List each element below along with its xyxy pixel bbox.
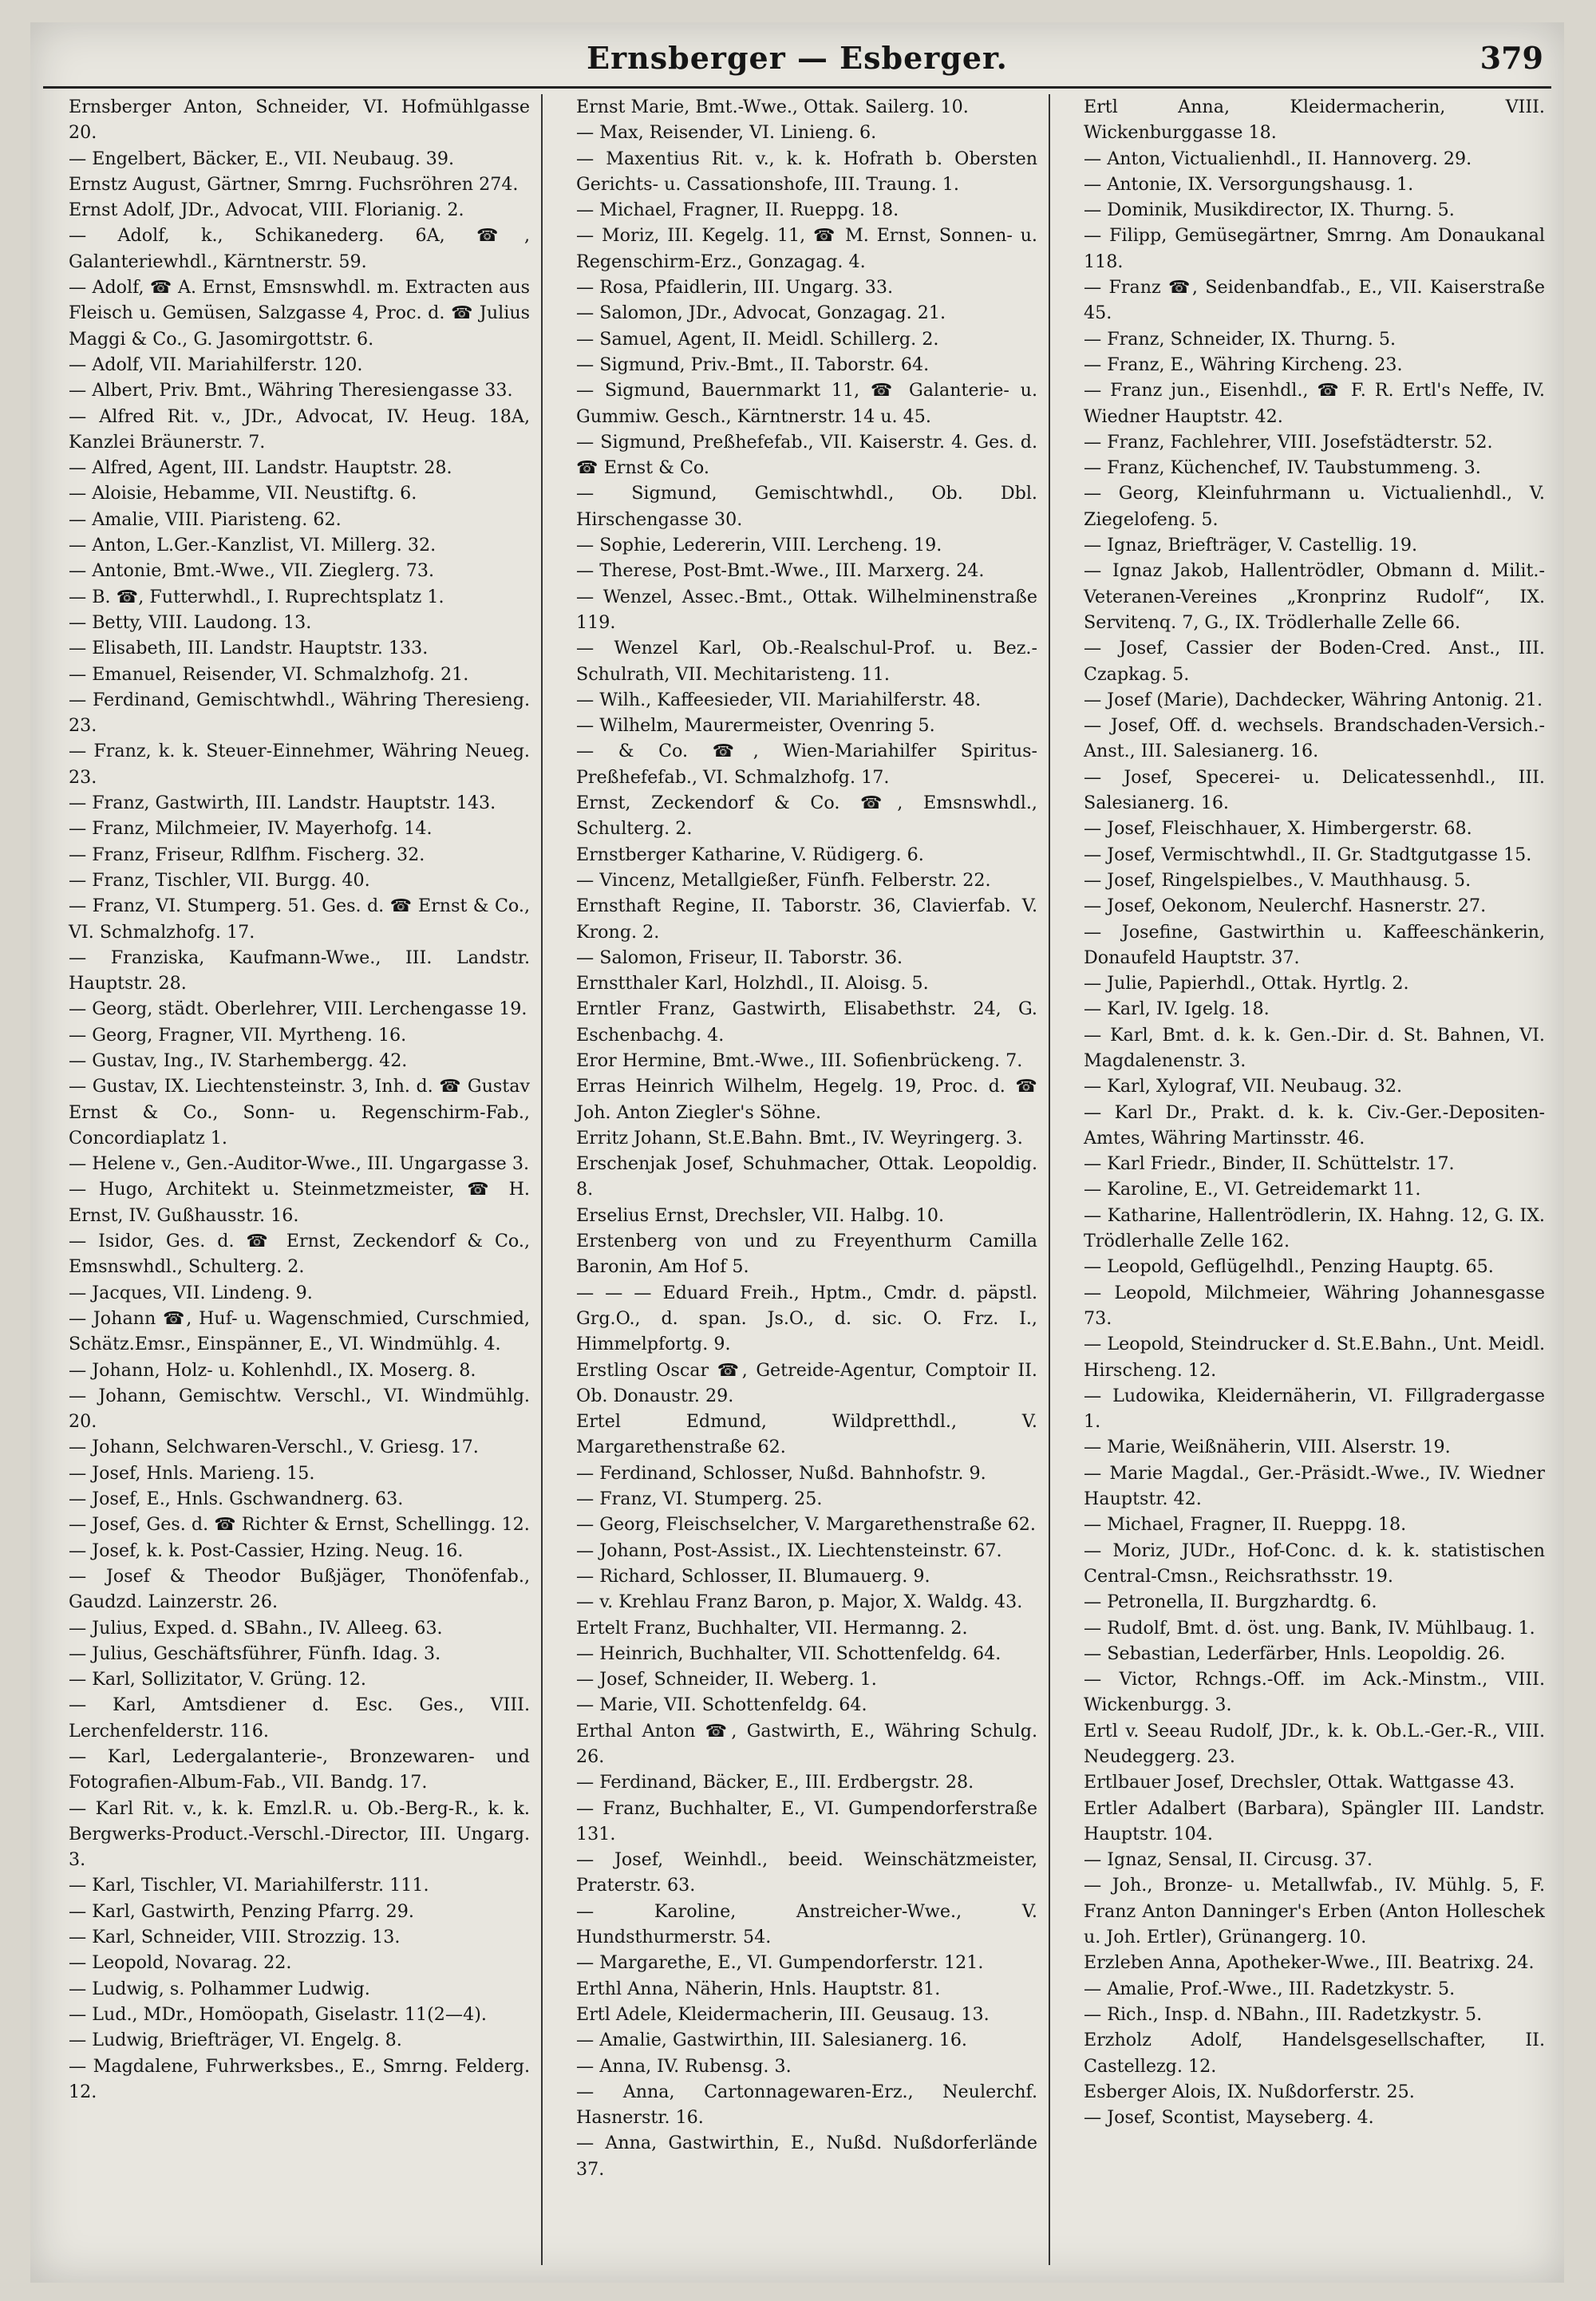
directory-entry: — Katharine, Hallentrödlerin, IX. Hahng. 12, G. IX. Trödlerhalle Zelle 162. — [1084, 1204, 1545, 1252]
directory-entry: — Franz, Buchhalter, E., VI. Gumpendorferstraße 131. — [576, 1797, 1037, 1844]
directory-entry: — Anton, Victualienhdl., II. Hannoverg. 29. — [1084, 148, 1472, 169]
directory-entry: — Amalie, Prof.-Wwe., III. Radetzkystr. 5. — [1084, 1978, 1456, 1999]
directory-entry: — Leopold, Novarag. 22. — [69, 1952, 292, 1974]
directory-entry: — Josef, Off. d. wechsels. Brandschaden-Versich.-Anst., III. Salesianerg. 16. — [1084, 715, 1545, 762]
directory-entry: — Franz, E., Währing Kircheng. 23. — [1084, 354, 1403, 375]
directory-entry: — Joh., Bronze- u. Metallwfab., IV. Mühlg. 5, F. Franz Anton Danninger's Erben (Anton Holleschek u. Joh. Ertler), Grünangerg. 10. — [1084, 1875, 1545, 1948]
directory-entry: — Josef, Hnls. Marieng. 15. — [69, 1462, 315, 1484]
column-3 — [1061, 94, 1545, 2271]
directory-entry: — Sigmund, Priv.-Bmt., II. Taborstr. 64. — [576, 354, 930, 375]
directory-entry: — Karoline, Anstreicher-Wwe., V. Hundsthurmerstr. 54. — [576, 1900, 1037, 1948]
directory-entry: — Franz, VI. Stumperg. 25. — [576, 1489, 823, 1510]
directory-entry: Erntler Franz, Gastwirth, Elisabethstr. 24, G. Eschenbachg. 4. — [576, 998, 1037, 1046]
header-rule — [43, 86, 1551, 89]
directory-entry: — Ludwig, s. Polhammer Ludwig. — [69, 1978, 370, 1999]
directory-entry: — Heinrich, Buchhalter, VII. Schottenfeldg. 64. — [576, 1643, 1001, 1664]
directory-entry: — Gustav, IX. Liechtensteinstr. 3, Inh. d. ☎ Gustav Ernst & Co., Sonn- u. Regenschirm-Fab., Concordiaplatz 1. — [69, 1076, 530, 1149]
directory-entry: Esberger Alois, IX. Nußdorferstr. 25. — [1084, 2081, 1415, 2102]
directory-entry: — Franz, VI. Stumperg. 51. Ges. d. ☎ Ernst & Co., VI. Schmalzhofg. 17. — [69, 895, 530, 943]
directory-entry: — Michael, Fragner, II. Rueppg. 18. — [1084, 1514, 1407, 1536]
directory-entry: — Helene v., Gen.-Auditor-Wwe., III. Ungargasse 3. — [69, 1153, 530, 1175]
directory-entry: Erstenberg von und zu Freyenthurm Camilla Baronin, Am Hof 5. — [576, 1231, 1037, 1278]
directory-entry: — Franz, Küchenchef, IV. Taubstummeng. 3. — [1084, 457, 1481, 479]
directory-entry: — Margarethe, E., VI. Gumpendorferstr. 121. — [576, 1952, 984, 1974]
directory-entry: — Albert, Priv. Bmt., Währing Theresiengasse 33. — [69, 380, 513, 401]
directory-entry: — Filipp, Gemüsegärtner, Smrng. Am Donaukanal 118. — [1084, 225, 1545, 272]
directory-entry: — Dominik, Musikdirector, IX. Thurng. 5. — [1084, 200, 1455, 221]
directory-entry: — Elisabeth, III. Landstr. Hauptstr. 133. — [69, 638, 429, 659]
directory-entry: Ertl Anna, Kleidermacherin, VIII. Wickenburggasse 18. — [1084, 97, 1545, 144]
directory-entry: — Karl, Schneider, VIII. Strozzig. 13. — [69, 1927, 401, 1948]
directory-entry: — Rosa, Pfaidlerin, III. Ungarg. 33. — [576, 277, 894, 298]
directory-entry: — Ferdinand, Schlosser, Nußd. Bahnhofstr. 9. — [576, 1462, 986, 1484]
directory-entry: Ertelt Franz, Buchhalter, VII. Hermanng. 2. — [576, 1617, 968, 1639]
directory-entry: Ernsthaft Regine, II. Taborstr. 36, Clavierfab. V. Krong. 2. — [576, 895, 1037, 943]
directory-entry: — Marie, Weißnäherin, VIII. Alserstr. 19. — [1084, 1437, 1451, 1458]
directory-entry: — Wilhelm, Maurermeister, Ovenring 5. — [576, 715, 935, 737]
directory-entry: — Max, Reisender, VI. Linieng. 6. — [576, 122, 877, 144]
directory-entry: — Moriz, JUDr., Hof-Conc. d. k. k. statistischen Central-Cmsn., Reichsrathsstr. 19. — [1084, 1540, 1545, 1587]
column-1 — [46, 94, 530, 2271]
directory-entry: — Josef, Vermischtwhdl., II. Gr. Stadtgutgasse 15. — [1084, 844, 1532, 865]
directory-entry: — Sigmund, Preßhefefab., VII. Kaiserstr. 4. Ges. d. ☎ Ernst & Co. — [576, 431, 1037, 479]
directory-entry: Ernsberger Anton, Schneider, VI. Hofmühlgasse 20. — [69, 97, 530, 144]
directory-entry: — Sigmund, Bauernmarkt 11, ☎ Galanterie- u. Gummiw. Gesch., Kärntnerstr. 14 u. 45. — [576, 380, 1037, 427]
directory-entry: — Jacques, VII. Lindeng. 9. — [69, 1282, 313, 1303]
directory-entry: Ertler Adalbert (Barbara), Spängler III. Landstr. Hauptstr. 104. — [1084, 1797, 1545, 1844]
directory-entry: — Gustav, Ing., IV. Starhembergg. 42. — [69, 1050, 408, 1071]
directory-entry: — Wilh., Kaffeesieder, VII. Mariahilferstr. 48. — [576, 689, 982, 710]
directory-entry: — Hugo, Architekt u. Steinmetzmeister, ☎ H. Ernst, IV. Gußhausstr. 16. — [69, 1179, 530, 1226]
directory-entry: — Anna, Cartonnagewaren-Erz., Neulerchf. Hasnerstr. 16. — [576, 2081, 1037, 2129]
directory-entry: Erzholz Adolf, Handelsgesellschafter, II. Castellezg. 12. — [1084, 2030, 1545, 2077]
directory-entry: — Leopold, Steindrucker d. St.E.Bahn., Unt. Meidl. Hirscheng. 12. — [1084, 1334, 1545, 1381]
directory-entry: — Karl, Bmt. d. k. k. Gen.-Dir. d. St. Bahnen, VI. Magdalenenstr. 3. — [1084, 1024, 1545, 1071]
directory-entry: — Salomon, Friseur, II. Taborstr. 36. — [576, 947, 903, 968]
directory-entry: — & Co. ☎, Wien-Mariahilfer Spiritus-Preßhefefab., VI. Schmalzhofg. 17. — [576, 741, 1037, 788]
directory-entry: Erselius Ernst, Drechsler, VII. Halbg. 10. — [576, 1204, 944, 1226]
directory-entry: — Therese, Post-Bmt.-Wwe., III. Marxerg. 24. — [576, 560, 985, 582]
directory-entry: — Ignaz Jakob, Hallentrödler, Obmann d. Milit.-Veteranen-Vereines „Kronprinz Rudolf“, IX. Servitenq. 7, G., IX. Trödlerhalle Zelle 66. — [1084, 560, 1545, 633]
directory-entry: — Vincenz, Metallgießer, Fünfh. Felberstr. 22. — [576, 869, 991, 891]
directory-entry: — Johann, Gemischtw. Verschl., VI. Windmühlg. 20. — [69, 1385, 530, 1433]
directory-entry: — Josef, Schneider, II. Weberg. 1. — [576, 1669, 877, 1690]
directory-entry: — Josefine, Gastwirthin u. Kaffeeschänkerin, Donaufeld Hauptstr. 37. — [1084, 921, 1545, 968]
directory-entry: — Franz ☎, Seidenbandfab., E., VII. Kaiserstraße 45. — [1084, 277, 1545, 324]
directory-entry: — Karl, IV. Igelg. 18. — [1084, 998, 1270, 1020]
directory-entry: — Josef, Ringelspielbes., V. Mauthhausg. 5. — [1084, 869, 1472, 891]
directory-entry: Ernstz August, Gärtner, Smrng. Fuchsröhren 274. — [69, 173, 519, 195]
directory-entry: — — — Eduard Freih., Hptm., Cmdr. d. päpstl. Grg.O., d. span. Js.O., d. sic. O. Frz. I., Himmelpfortg. 9. — [576, 1282, 1037, 1355]
directory-entry: — Franz, Tischler, VII. Burgg. 40. — [69, 869, 370, 891]
directory-entry: — Julius, Geschäftsführer, Fünfh. Idag. 3. — [69, 1643, 441, 1664]
directory-entry: — Franz, Fachlehrer, VIII. Josefstädterstr. 52. — [1084, 431, 1493, 453]
page-header — [30, 34, 1564, 89]
directory-entry: Ertel Edmund, Wildpretthdl., V. Margarethenstraße 62. — [576, 1411, 1037, 1458]
directory-entry: — B. ☎, Futterwhdl., I. Ruprechtsplatz 1. — [69, 586, 444, 607]
directory-entry: — Petronella, II. Burgzhardtg. 6. — [1084, 1591, 1377, 1613]
directory-entry: — Julius, Exped. d. SBahn., IV. Alleeg. 63. — [69, 1617, 443, 1639]
directory-entry: — Moriz, III. Kegelg. 11, ☎ M. Ernst, Sonnen- u. Regenschirm-Erz., Gonzagag. 4. — [576, 225, 1037, 272]
directory-entry: — Karl, Tischler, VI. Mariahilferstr. 111. — [69, 1875, 429, 1896]
directory-entry: — Karl, Ledergalanterie-, Bronzewaren- und Fotografien-Album-Fab., VII. Bandg. 17. — [69, 1746, 530, 1793]
directory-entry: — Leopold, Milchmeier, Währing Johannesgasse 73. — [1084, 1282, 1545, 1329]
directory-entry: — Franz, Gastwirth, III. Landstr. Hauptstr. 143. — [69, 793, 496, 814]
directory-entry: — Franz jun., Eisenhdl., ☎ F. R. Ertl's Neffe, IV. Wiedner Hauptstr. 42. — [1084, 380, 1545, 427]
directory-entry: — Maxentius Rit. v., k. k. Hofrath b. Obersten Gerichts- u. Cassationshofe, III. Traung. 1. — [576, 148, 1037, 195]
directory-entry: — Sigmund, Gemischtwhdl., Ob. Dbl. Hirschengasse 30. — [576, 483, 1037, 530]
directory-entry: — Anton, L.Ger.-Kanzlist, VI. Millerg. 32. — [69, 535, 437, 556]
directory-entry: — Alfred, Agent, III. Landstr. Hauptstr. 28. — [69, 457, 452, 479]
directory-entry: — Franz, Schneider, IX. Thurng. 5. — [1084, 328, 1396, 350]
directory-entry: — Karl, Gastwirth, Penzing Pfarrg. 29. — [69, 1900, 414, 1922]
directory-entry: Erzleben Anna, Apotheker-Wwe., III. Beatrixg. 24. — [1084, 1952, 1535, 1974]
directory-entry: — Adolf, ☎ A. Ernst, Emsnswhdl. m. Extracten aus Fleisch u. Gemüsen, Salzgasse 4, Proc. d. ☎ Julius Maggi & Co., G. Jasomirgottstr. 6. — [69, 277, 530, 350]
directory-entry: — Adolf, VII. Mariahilferstr. 120. — [69, 354, 363, 375]
directory-entry: Erras Heinrich Wilhelm, Hegelg. 19, Proc. d. ☎ Joh. Anton Ziegler's Söhne. — [576, 1076, 1037, 1123]
directory-entry: — Marie Magdal., Ger.-Präsidt.-Wwe., IV. Wiedner Hauptstr. 42. — [1084, 1462, 1545, 1510]
directory-entry: — Antonie, Bmt.-Wwe., VII. Zieglerg. 73. — [69, 560, 435, 582]
directory-entry: Ernst, Zeckendorf & Co. ☎, Emsnswhdl., Schulterg. 2. — [576, 793, 1037, 840]
running-head: Ernsberger — Esberger. — [587, 40, 1008, 76]
directory-entry: — Wenzel Karl, Ob.-Realschul-Prof. u. Bez.-Schulrath, VII. Mechitaristeng. 11. — [576, 638, 1037, 685]
directory-entry: — Georg, Fragner, VII. Myrtheng. 16. — [69, 1024, 407, 1046]
directory-entry: — Josef, Scontist, Mayseberg. 4. — [1084, 2107, 1374, 2129]
directory-entry: — Alfred Rit. v., JDr., Advocat, IV. Heug. 18A, Kanzlei Bräunerstr. 7. — [69, 405, 530, 453]
directory-entry: Ertl Adele, Kleidermacherin, III. Geusaug. 13. — [576, 2003, 990, 2025]
directory-entry: — Ludowika, Kleidernäherin, VI. Fillgradergasse 1. — [1084, 1385, 1545, 1433]
directory-entry: — Victor, Rchngs.-Off. im Ack.-Minstm., VIII. Wickenburgg. 3. — [1084, 1669, 1545, 1716]
column-divider — [1049, 94, 1050, 2265]
directory-entry: — Karl Rit. v., k. k. Emzl.R. u. Ob.-Berg-R., k. k. Bergwerks-Product.-Verschl.-Director, III. Ungarg. 3. — [69, 1797, 530, 1871]
directory-page — [30, 22, 1564, 2283]
directory-entry: — Karl, Amtsdiener d. Esc. Ges., VIII. Lerchenfelderstr. 116. — [69, 1694, 530, 1742]
directory-entry: — Georg, städt. Oberlehrer, VIII. Lerchengasse 19. — [69, 998, 527, 1020]
directory-entry: — Leopold, Geflügelhdl., Penzing Hauptg. 65. — [1084, 1256, 1494, 1278]
directory-entry: — Johann, Holz- u. Kohlenhdl., IX. Moserg. 8. — [69, 1359, 476, 1381]
page-number: 379 — [1479, 40, 1543, 76]
directory-entry: Erthal Anton ☎, Gastwirth, E., Währing Schulg. 26. — [576, 1720, 1037, 1767]
directory-entry: Ernstthaler Karl, Holzhdl., II. Aloisg. 5. — [576, 973, 929, 994]
directory-entry: — Josef (Marie), Dachdecker, Währing Antonig. 21. — [1084, 689, 1543, 710]
directory-entry: — Julie, Papierhdl., Ottak. Hyrtlg. 2. — [1084, 973, 1409, 994]
directory-entry: — Johann, Selchwaren-Verschl., V. Griesg. 17. — [69, 1437, 479, 1458]
directory-entry: — v. Krehlau Franz Baron, p. Major, X. Waldg. 43. — [576, 1591, 1023, 1613]
directory-entry: — Amalie, Gastwirthin, III. Salesianerg. 16. — [576, 2030, 967, 2051]
directory-entry: Eror Hermine, Bmt.-Wwe., III. Sofienbrückeng. 7. — [576, 1050, 1023, 1071]
column-divider — [541, 94, 543, 2265]
directory-entry: — Karl, Sollizitator, V. Grüng. 12. — [69, 1669, 366, 1690]
directory-entry: — Anna, Gastwirthin, E., Nußd. Nußdorferlände 37. — [576, 2133, 1037, 2180]
directory-entry: — Aloisie, Hebamme, VII. Neustiftg. 6. — [69, 483, 417, 504]
directory-entry: — Samuel, Agent, II. Meidl. Schillerg. 2. — [576, 328, 939, 350]
directory-entry: — Rudolf, Bmt. d. öst. ung. Bank, IV. Mühlbaug. 1. — [1084, 1617, 1535, 1639]
directory-entry: — Josef, Weinhdl., beeid. Weinschätzmeister, Praterstr. 63. — [576, 1849, 1037, 1896]
directory-entry: — Franz, Friseur, Rdlfhm. Fischerg. 32. — [69, 844, 425, 865]
directory-entry: — Antonie, IX. Versorgungshausg. 1. — [1084, 173, 1414, 195]
directory-entry: — Magdalene, Fuhrwerksbes., E., Smrng. Felderg. 12. — [69, 2055, 530, 2102]
directory-entry: — Isidor, Ges. d. ☎ Ernst, Zeckendorf & Co., Emsnswhdl., Schulterg. 2. — [69, 1231, 530, 1278]
directory-entry: — Lud., MDr., Homöopath, Giselastr. 11(2—4). — [69, 2003, 487, 2025]
directory-entry: — Emanuel, Reisender, VI. Schmalzhofg. 21. — [69, 663, 469, 685]
directory-entry: — Karl Friedr., Binder, II. Schüttelstr. 17. — [1084, 1153, 1455, 1175]
directory-entry: Erstling Oscar ☎, Getreide-Agentur, Comptoir II. Ob. Donaustr. 29. — [576, 1359, 1037, 1406]
directory-entry: — Ferdinand, Bäcker, E., III. Erdbergstr. 28. — [576, 1772, 974, 1793]
directory-entry: Ernstberger Katharine, V. Rüdigerg. 6. — [576, 844, 924, 865]
directory-entry: — Amalie, VIII. Piaristeng. 62. — [69, 508, 342, 530]
directory-entry: — Anna, IV. Rubensg. 3. — [576, 2055, 792, 2077]
directory-entry: Ertlbauer Josef, Drechsler, Ottak. Wattgasse 43. — [1084, 1772, 1515, 1793]
directory-entry: — Josef & Theodor Bußjäger, Thonöfenfab., Gaudzd. Lainzerstr. 26. — [69, 1565, 530, 1613]
directory-entry: — Betty, VIII. Laudong. 13. — [69, 611, 312, 633]
directory-entry: — Josef, E., Hnls. Gschwandnerg. 63. — [69, 1489, 404, 1510]
directory-entry: — Johann ☎, Huf- u. Wagenschmied, Curschmied, Schätz.Emsr., Einspänner, E., VI. Windmühlg. 4. — [69, 1307, 530, 1355]
directory-entry: — Josef, Ges. d. ☎ Richter & Ernst, Schellingg. 12. — [69, 1514, 530, 1536]
directory-entry: — Adolf, k., Schikanederg. 6A, ☎, Galanteriewhdl., Kärntnerstr. 59. — [69, 225, 530, 272]
directory-entry: — Sophie, Ledererin, VIII. Lercheng. 19. — [576, 535, 942, 556]
directory-entry: — Marie, VII. Schottenfeldg. 64. — [576, 1694, 867, 1716]
directory-entry: Ertl v. Seeau Rudolf, JDr., k. k. Ob.L.-Ger.-R., VIII. Neudeggerg. 23. — [1084, 1720, 1545, 1767]
directory-entry: — Ignaz, Sensal, II. Circusg. 37. — [1084, 1849, 1373, 1871]
directory-entry: — Ludwig, Briefträger, VI. Engelg. 8. — [69, 2030, 402, 2051]
directory-entry: — Johann, Post-Assist., IX. Liechtensteinstr. 67. — [576, 1540, 1002, 1561]
directory-entry: — Sebastian, Lederfärber, Hnls. Leopoldig. 26. — [1084, 1643, 1506, 1664]
directory-entry: Ernst Marie, Bmt.-Wwe., Ottak. Sailerg. 10. — [576, 97, 969, 117]
column-2 — [554, 94, 1037, 2271]
directory-entry: — Georg, Kleinfuhrmann u. Victualienhdl., V. Ziegelofeng. 5. — [1084, 483, 1545, 530]
directory-entry: — Wenzel, Assec.-Bmt., Ottak. Wilhelminenstraße 119. — [576, 586, 1037, 633]
directory-entry: — Josef, Fleischhauer, X. Himbergerstr. 68. — [1084, 818, 1472, 840]
directory-entry: — Josef, k. k. Post-Cassier, Hzing. Neug. 16. — [69, 1540, 464, 1561]
directory-entry: Ernst Adolf, JDr., Advocat, VIII. Florianig. 2. — [69, 200, 464, 221]
directory-entry: Erritz Johann, St.E.Bahn. Bmt., IV. Weyringerg. 3. — [576, 1127, 1023, 1149]
directory-entry: — Franz, k. k. Steuer-Einnehmer, Währing Neueg. 23. — [69, 741, 530, 788]
directory-entry: — Franz, Milchmeier, IV. Mayerhofg. 14. — [69, 818, 433, 840]
directory-entry: — Richard, Schlosser, II. Blumauerg. 9. — [576, 1565, 930, 1587]
directory-entry: — Josef, Oekonom, Neulerchf. Hasnerstr. 27. — [1084, 895, 1487, 917]
directory-entry: — Karl Dr., Prakt. d. k. k. Civ.-Ger.-Depositen-Amtes, Währing Martinsstr. 46. — [1084, 1101, 1545, 1149]
directory-entry: — Georg, Fleischselcher, V. Margarethenstraße 62. — [576, 1514, 1036, 1536]
directory-entry: — Ignaz, Briefträger, V. Castellig. 19. — [1084, 535, 1417, 556]
directory-entry: — Rich., Insp. d. NBahn., III. Radetzkystr. 5. — [1084, 2003, 1483, 2025]
directory-entry: — Josef, Cassier der Boden-Cred. Anst., III. Czapkag. 5. — [1084, 638, 1545, 685]
directory-entry: — Josef, Specerei- u. Delicatessenhdl., III. Salesianerg. 16. — [1084, 766, 1545, 814]
directory-entry: — Engelbert, Bäcker, E., VII. Neubaug. 39. — [69, 148, 455, 169]
directory-entry: — Ferdinand, Gemischtwhdl., Währing Theresieng. 23. — [69, 689, 530, 737]
directory-entry: — Karl, Xylograf, VII. Neubaug. 32. — [1084, 1076, 1403, 1097]
directory-entry: — Franziska, Kaufmann-Wwe., III. Landstr. Hauptstr. 28. — [69, 947, 530, 994]
directory-entry: — Michael, Fragner, II. Rueppg. 18. — [576, 200, 899, 221]
directory-entry: Erschenjak Josef, Schuhmacher, Ottak. Leopoldig. 8. — [576, 1153, 1037, 1200]
directory-entry: Erthl Anna, Näherin, Hnls. Hauptstr. 81. — [576, 1978, 941, 1999]
directory-entry: — Salomon, JDr., Advocat, Gonzagag. 21. — [576, 302, 946, 324]
directory-entry: — Karoline, E., VI. Getreidemarkt 11. — [1084, 1179, 1421, 1200]
